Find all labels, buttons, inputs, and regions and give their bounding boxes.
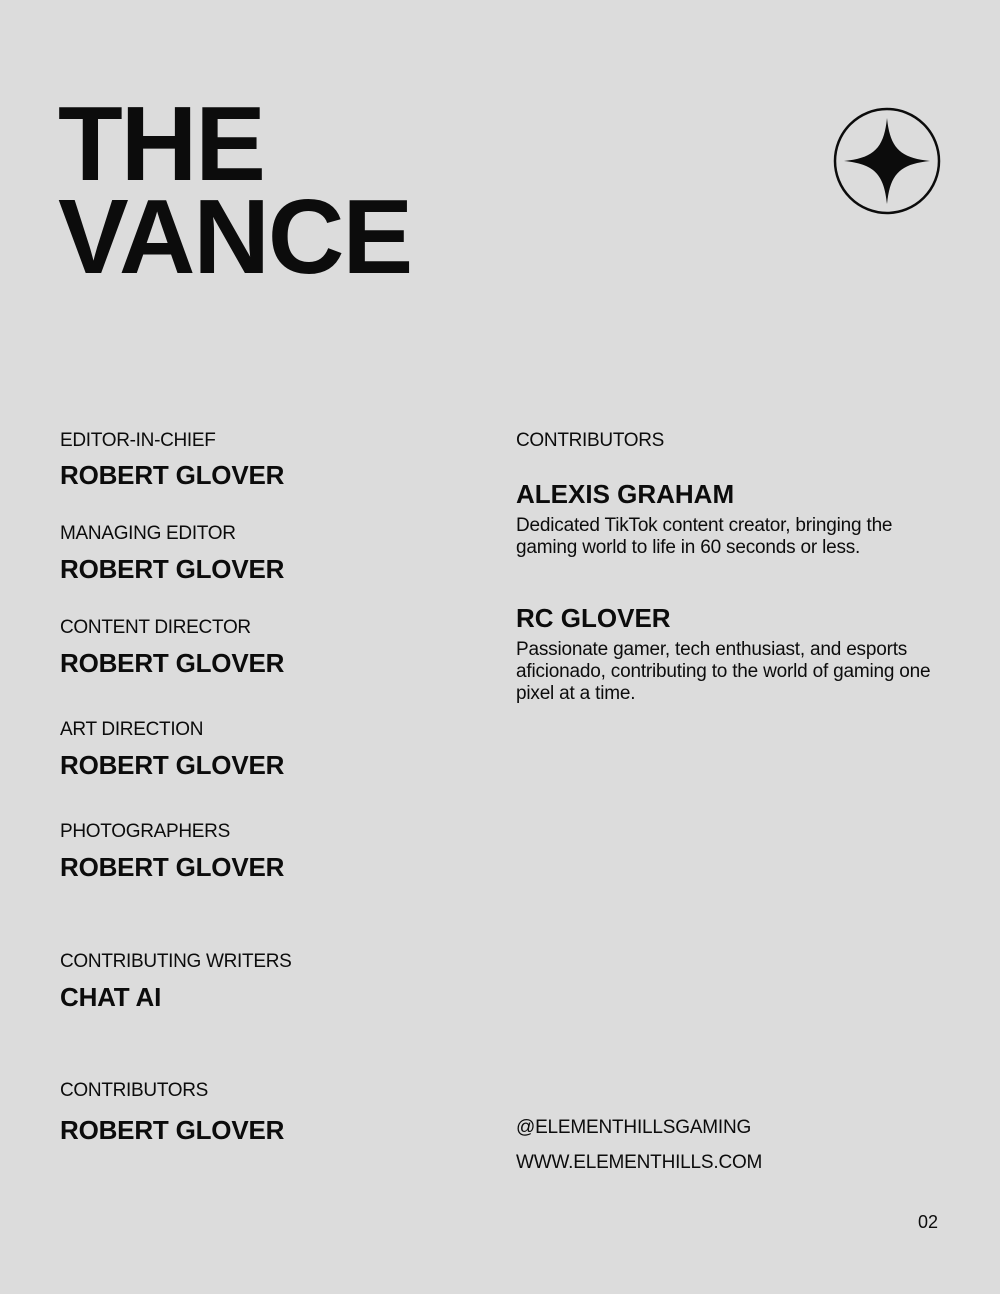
- staff-name-photographers: ROBERT GLOVER: [60, 852, 285, 882]
- magazine-title: [58, 85, 412, 296]
- contributor-bio: Passionate gamer, tech enthusiast, and esports aficionado, contributing to the world of gaming one pixel at a time.: [516, 639, 931, 704]
- staff-name-contributors: ROBERT GLOVER: [60, 1115, 285, 1145]
- staff-name-content-director: ROBERT GLOVER: [60, 648, 285, 678]
- staff-name-editor-in-chief: ROBERT GLOVER: [60, 460, 285, 490]
- staff-role-contributors: CONTRIBUTORS: [60, 1080, 209, 1101]
- staff-role-art-direction: ART DIRECTION: [60, 719, 204, 740]
- contributor-name: RC GLOVER: [516, 603, 671, 633]
- staff-role-managing-editor: MANAGING EDITOR: [60, 523, 236, 544]
- contributors-heading: CONTRIBUTORS: [516, 430, 665, 451]
- website-url: WWW.ELEMENTHILLS.COM: [516, 1152, 763, 1173]
- staff-role-contributing-writers: CONTRIBUTING WRITERS: [60, 951, 292, 972]
- title-line-2: VANCE: [58, 178, 412, 296]
- four-point-star-in-circle-icon: [832, 106, 942, 216]
- staff-name-managing-editor: ROBERT GLOVER: [60, 554, 285, 584]
- staff-name-contributing-writers: CHAT AI: [60, 982, 162, 1012]
- staff-role-photographers: PHOTOGRAPHERS: [60, 821, 230, 842]
- staff-name-art-direction: ROBERT GLOVER: [60, 750, 285, 780]
- contributor-name: ALEXIS GRAHAM: [516, 479, 735, 509]
- contributor-bio: Dedicated TikTok content creator, bringing the gaming world to life in 60 seconds or less.: [516, 515, 893, 558]
- staff-role-editor-in-chief: EDITOR-IN-CHIEF: [60, 430, 216, 451]
- staff-role-content-director: CONTENT DIRECTOR: [60, 617, 251, 638]
- social-handle: @ELEMENTHILLSGAMING: [516, 1117, 752, 1138]
- title-line-1: THE: [58, 85, 264, 203]
- page-number: 02: [918, 1212, 939, 1232]
